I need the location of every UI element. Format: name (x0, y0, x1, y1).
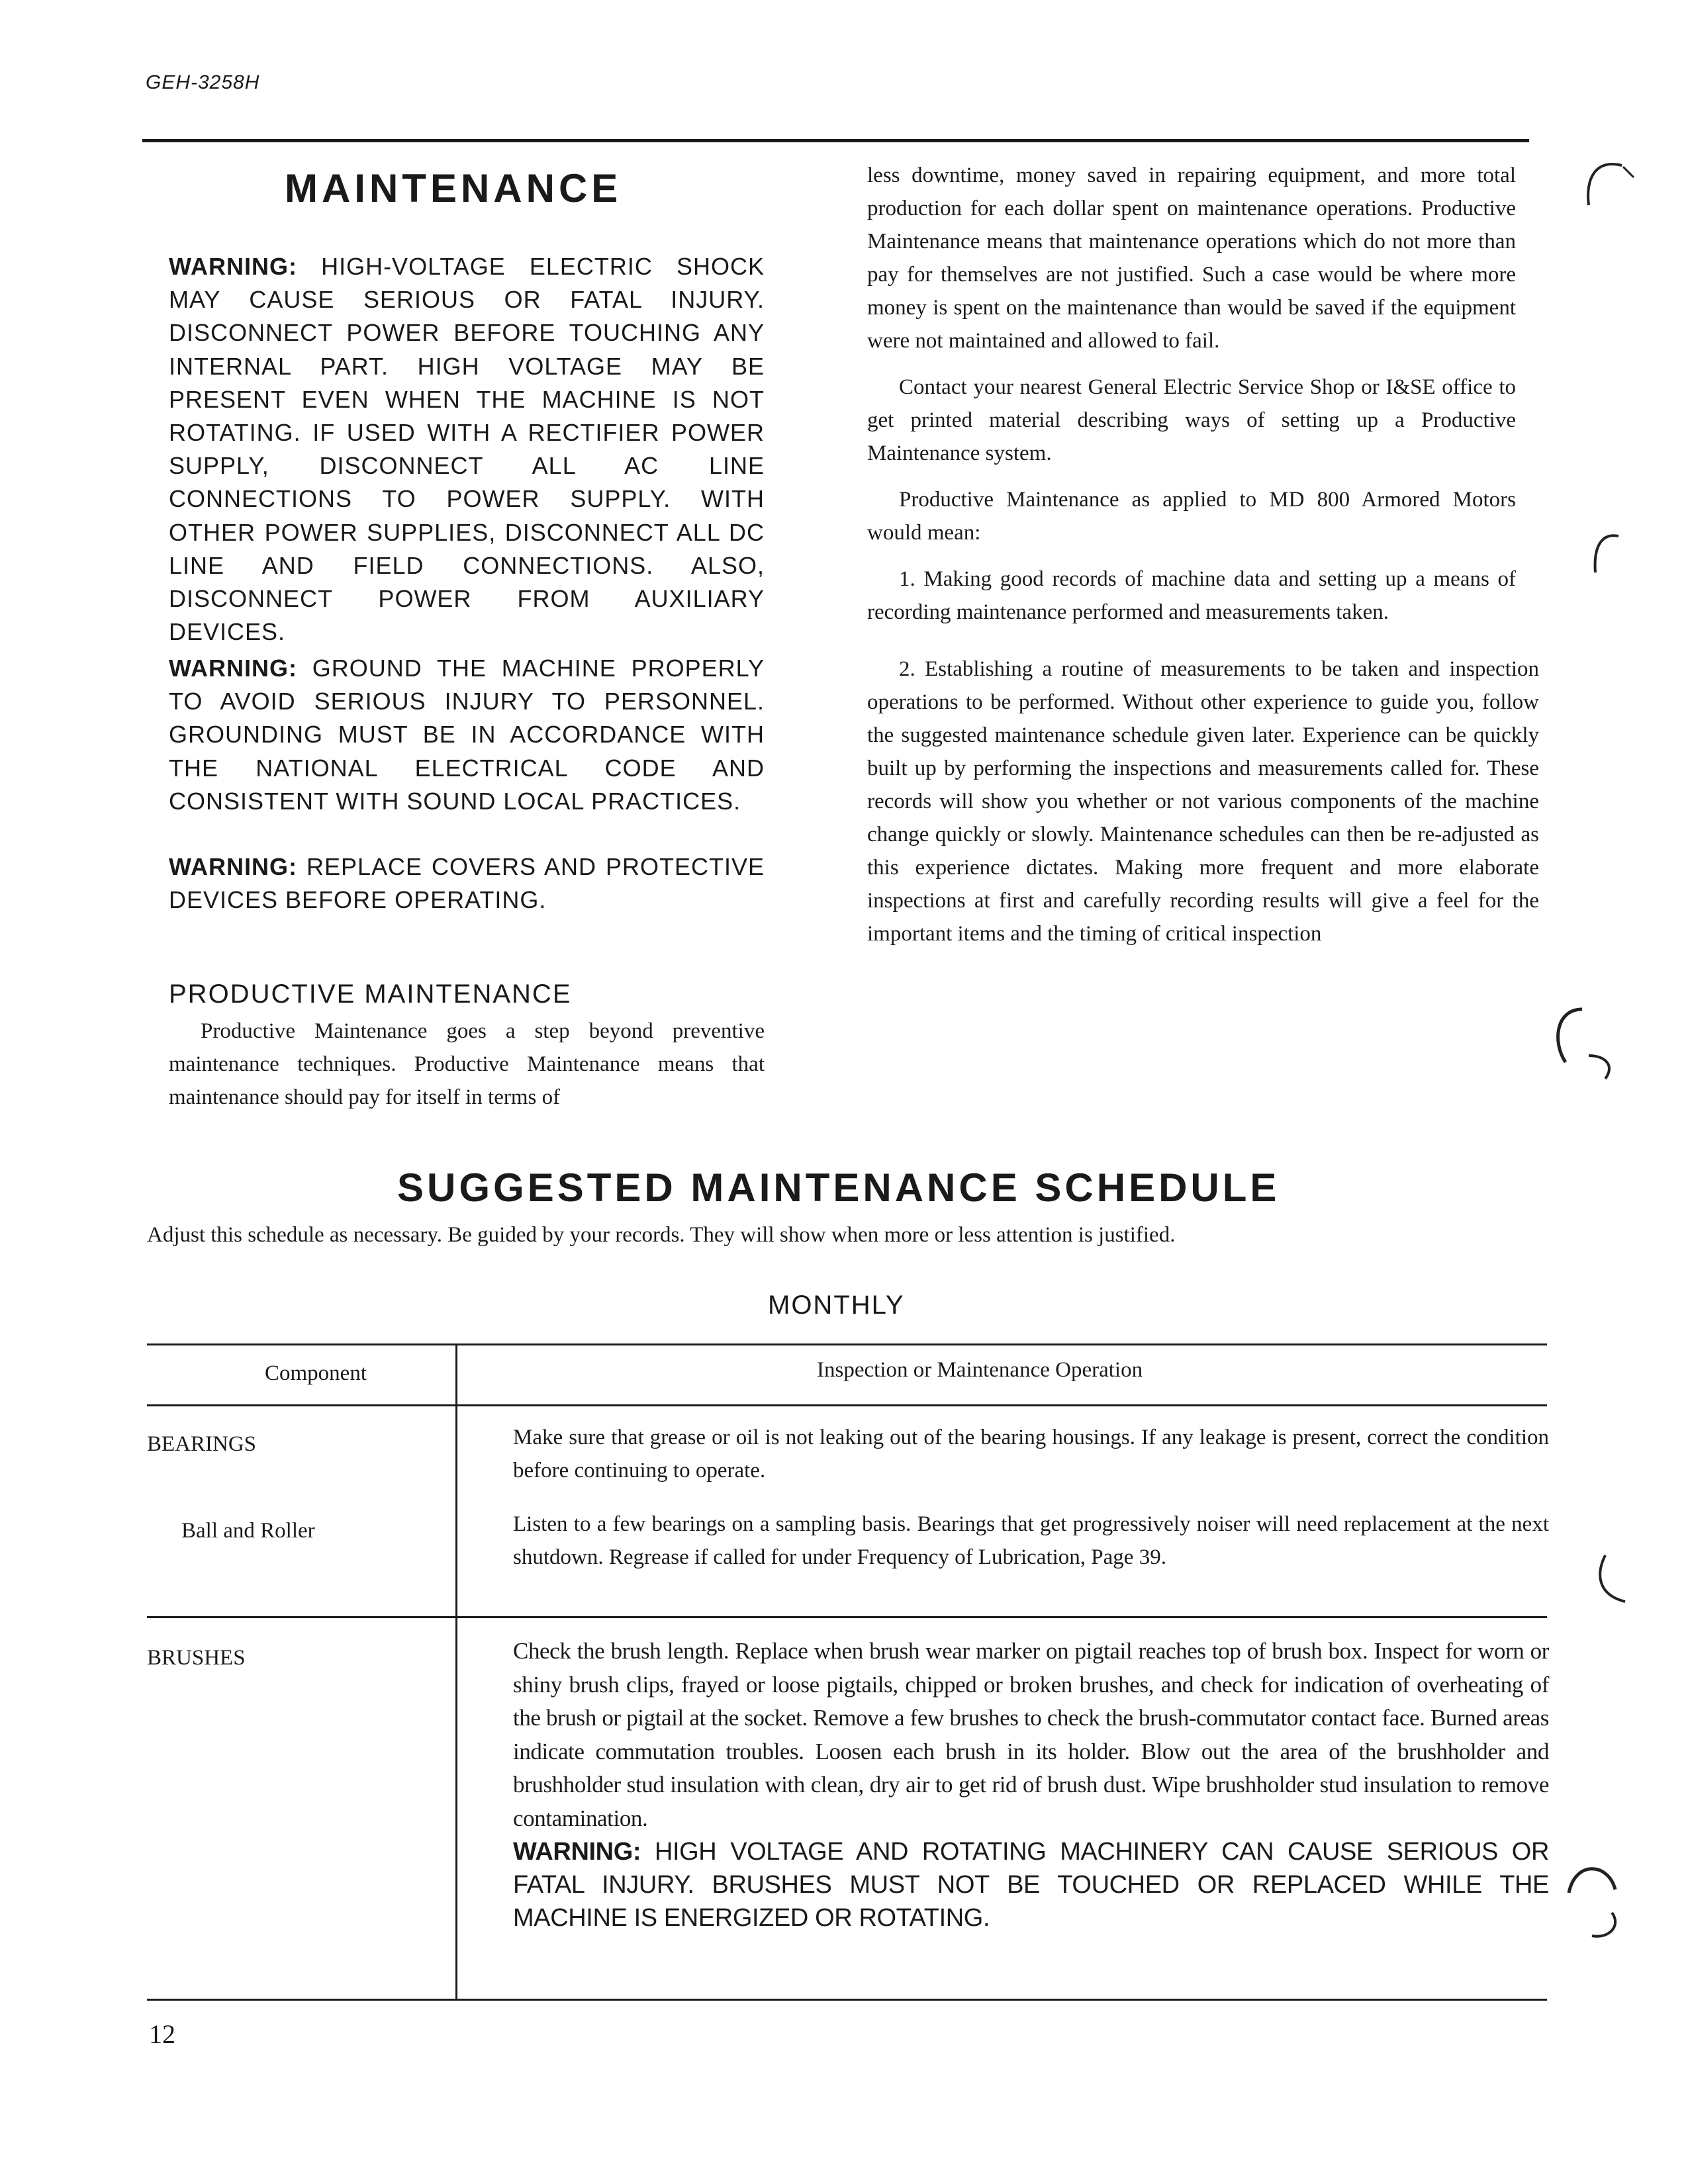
warning-text: HIGH-VOLTAGE ELECTRIC SHOCK MAY CAUSE SERIOUS OR FATAL INJURY. DISCONNECT POWER BEFORE TOUCHING ANY INTERNAL PART. HIGH VOLTAGE MAY BE PRESENT EVEN WHEN THE MACHINE IS NOT ROTATING. IF USED WITH A RECTIFIER POWER SUPPLY, DISCONNECT ALL AC LINE CONNECTIONS TO POWER SUPPLY. WITH OTHER POWER SUPPLIES, DISCONNECT ALL DC LINE AND FIELD CONNECTIONS. ALSO, DISCONNECT POWER FROM AUXILIARY DEVICES. (169, 253, 765, 646)
warning-text: HIGH VOLTAGE AND ROTATING MACHINERY CAN CAUSE SERIOUS OR FATAL INJURY. BRUSHES MUST NOT BE TOUCHED OR REPLACED WHILE THE MACHINE IS ENERGIZED OR ROTATING. (513, 1838, 1549, 1932)
table-row-component: Ball and Roller (181, 1519, 315, 1543)
punch-hole-arc-icon (1542, 1003, 1622, 1089)
warning-label: WARNING: (169, 655, 297, 682)
punch-hole-arc-icon (1589, 1549, 1635, 1608)
column-header-operation: Inspection or Maintenance Operation (817, 1358, 1143, 1382)
table-rule-bottom (147, 1999, 1547, 2001)
punch-hole-arc-icon (1585, 526, 1625, 579)
productive-paragraph-1: Productive Maintenance goes a step beyond preventive maintenance techniques. Productive Maintenance means that maintenance should pay for itself in terms of (169, 1019, 765, 1109)
productive-maintenance-section (169, 979, 765, 1114)
schedule-intro: Adjust this schedule as necessary. Be guided by your records. They will show when more or less attention is justified. (147, 1223, 1176, 1247)
table-rule-top (147, 1343, 1547, 1345)
warning-label: WARNING: (169, 253, 297, 280)
header-rule (142, 139, 1529, 142)
list-item-1: 1. Making good records of machine data and setting up a means of recording maintenance performed and measurements taken. (867, 567, 1516, 624)
document-code: GEH-3258H (146, 71, 260, 93)
right-column (867, 159, 1539, 950)
warning-label: WARNING: (169, 853, 297, 880)
maintenance-heading: MAINTENANCE (285, 166, 622, 210)
productive-paragraph-1-continued: less downtime, money saved in repairing equipment, and more total production for each dollar spent on maintenance operations. Productive Maintenance means that maintenance operations which do not more than pay for themselves are not justified. Such a case would be where more money is spent on the maintenance than would be saved if the equipment were not maintained and allowed to fail. (867, 163, 1516, 353)
productive-paragraph-3: Productive Maintenance as applied to MD 800 Armored Motors would mean: (867, 488, 1516, 545)
table-row-operation: Make sure that grease or oil is not leaking out of the bearing housings. If any leakage is present, correct the condition before continuing to operate. (513, 1426, 1549, 1482)
schedule-heading: SUGGESTED MAINTENANCE SCHEDULE (397, 1165, 1280, 1210)
brushes-warning (513, 1835, 1549, 1934)
warning-text: GROUND THE MACHINE PROPERLY TO AVOID SERIOUS INJURY TO PERSONNEL. GROUNDING MUST BE IN ACCORDANCE WITH THE NATIONAL ELECTRICAL CODE AND CONSISTENT WITH SOUND LOCAL PRACTICES. (169, 655, 765, 815)
warning-3 (169, 850, 765, 917)
table-column-divider (455, 1343, 457, 1999)
productive-maintenance-heading: PRODUCTIVE MAINTENANCE (169, 979, 572, 1009)
productive-paragraph-2: Contact your nearest General Electric Service Shop or I&SE office to get printed material describing ways of setting up a Productive Maintenance system. (867, 375, 1516, 465)
table-rule-row (147, 1616, 1547, 1618)
warning-2 (169, 652, 765, 818)
list-item-2: 2. Establishing a routine of measurements to be taken and inspection operations to be performed. Without other experience to guide you, follow the suggested maintenance schedule given later. Experience can be quickly built up by performing the inspections and measurements called for. These records will show you whether or not various components of the machine change quickly or slowly. Maintenance schedules can then be re-adjusted as this experience dictates. Making more frequent and more elaborate inspections at first and carefully recording results will give a feel for the important items and the timing of critical inspection (867, 657, 1539, 946)
schedule-period: MONTHLY (768, 1291, 905, 1320)
column-header-component: Component (265, 1361, 367, 1385)
table-row-operation (513, 1635, 1549, 1934)
schedule-table (147, 1343, 1547, 2005)
warning-text: REPLACE COVERS AND PROTECTIVE DEVICES BEFORE OPERATING. (169, 853, 765, 914)
table-row-component: BEARINGS (147, 1432, 257, 1456)
warning-label: WARNING: (513, 1838, 641, 1866)
page-number: 12 (149, 2019, 175, 2049)
warning-1 (169, 250, 765, 649)
brushes-operation-text: Check the brush length. Replace when brush wear marker on pigtail reaches top of brush box. Inspect for worn or shiny brush clips, frayed or loose pigtails, chipped or broken brushes, and check for indication of overheating of the brush or pigtail at the socket. Remove a few brushes to check the brush-commutator contact face. Burned areas indicate commutation troubles. Loosen each brush in its holder. Blow out the area of the brushholder and brushholder stud insulation with clean, dry air to get rid of brush dust. Wipe brushholder stud insulation to remove contamination. (513, 1638, 1549, 1831)
punch-hole-arc-icon (1575, 152, 1635, 232)
table-row-operation: Listen to a few bearings on a sampling basis. Bearings that get progressively noiser will need replacement at the next shutdown. Regrease if called for under Frequency of Lubrication, Page 39. (513, 1512, 1549, 1569)
table-rule-header (147, 1404, 1547, 1406)
table-row-component: BRUSHES (147, 1646, 246, 1670)
punch-hole-arc-icon (1549, 1853, 1628, 1946)
